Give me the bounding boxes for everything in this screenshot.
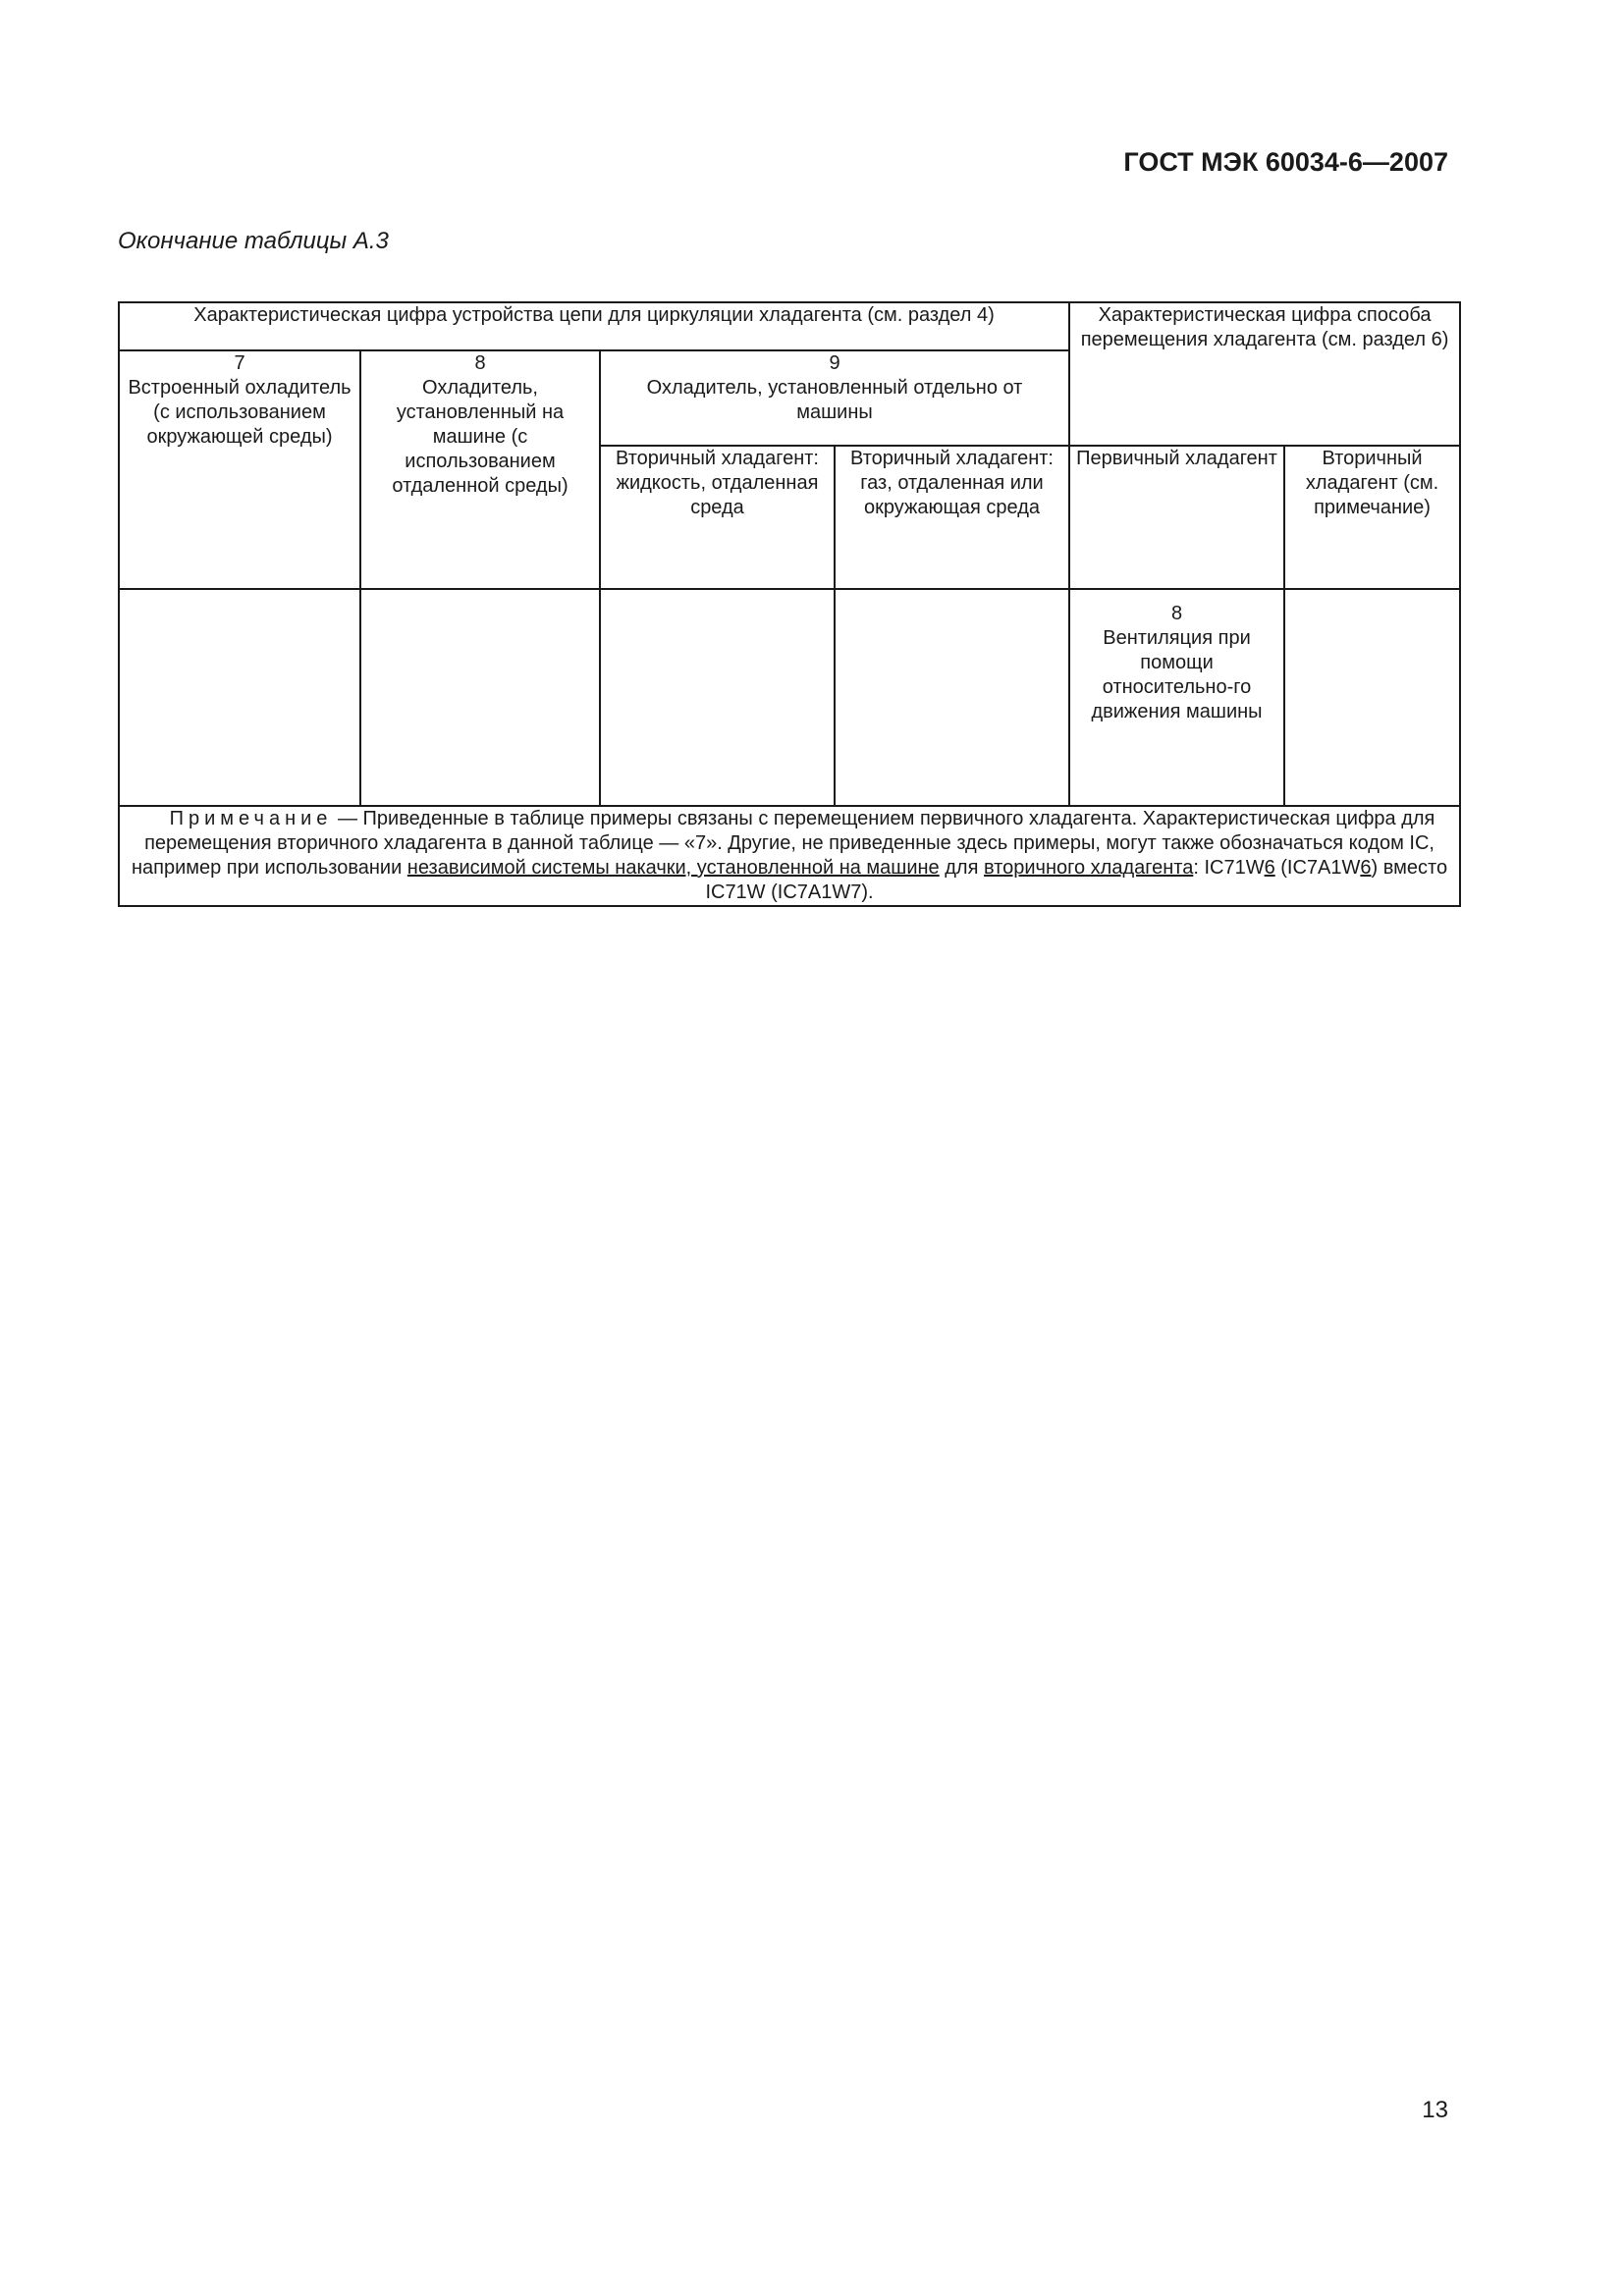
- col-7-header: [119, 350, 360, 589]
- note-underline-digit-b: 6: [1360, 857, 1372, 879]
- circuit-arrangement-header: Характеристическая цифра устройства цепи для циркуляции хладагента (см. раздел 4): [119, 302, 1069, 350]
- note-text-5: ) вместо IC71W (IC7A1W7).: [705, 857, 1448, 903]
- body-cell-primary: [1069, 589, 1284, 806]
- note-underline-system: независимой системы накачки, установленной на машине: [406, 857, 940, 879]
- page-number: 13: [1422, 2097, 1448, 2123]
- body-cell-col8: [360, 589, 600, 806]
- col-8-number: 8: [474, 352, 486, 374]
- note-label: Примечание: [169, 808, 333, 829]
- col-9-header: [600, 350, 1069, 446]
- col-9-text: Охладитель, установленный отдельно от машины: [646, 377, 1023, 423]
- note-text-3: : IC71W: [1193, 857, 1265, 879]
- primary-coolant-header: Первичный хладагент: [1069, 446, 1284, 589]
- body-cell-col9-gas: [835, 589, 1069, 806]
- table-continuation-caption: Окончание таблицы А.3: [118, 228, 389, 254]
- document-id: ГОСТ МЭК 60034-6—2007: [1123, 147, 1448, 177]
- coolant-table: [118, 301, 1461, 907]
- table-note: [119, 806, 1460, 906]
- note-underline-coolant: вторичного хладагента: [983, 857, 1194, 879]
- note-underline-digit-a: 6: [1264, 857, 1275, 879]
- movement-method-header: Характеристическая цифра способа перемещения хладагента (см. раздел 6): [1069, 302, 1460, 446]
- body-cell-col7: [119, 589, 360, 806]
- col-8-header: [360, 350, 600, 589]
- col-7-text: Встроенный охладитель (с использованием окружающей среды): [128, 377, 352, 448]
- vent-text: Вентиляция при помощи относительно-го движения машины: [1091, 627, 1263, 722]
- col-9-liquid: Вторичный хладагент: жидкость, отдаленная среда: [600, 446, 835, 589]
- col-7-number: 7: [234, 352, 245, 374]
- col-8-text: Охладитель, установленный на машине (с использованием отдаленной среды): [392, 377, 568, 497]
- note-text-2: для: [939, 857, 984, 879]
- body-cell-secondary: [1284, 589, 1460, 806]
- secondary-coolant-header: Вторичный хладагент (см. примечание): [1284, 446, 1460, 589]
- col-9-gas: Вторичный хладагент: газ, отдаленная или окружающая среда: [835, 446, 1069, 589]
- note-text-1: — Приведенные в таблице примеры связаны с перемещением первичного хладагента. Характеристическая цифра для перемещения вторичного хладагента в данной таблице — «7». Другие, не приведенные здесь примеры, могут также обозначаться кодом IC, например при использовании: [131, 808, 1435, 879]
- note-text-4: (IC7A1W: [1274, 857, 1361, 879]
- col-9-number: 9: [829, 352, 840, 374]
- vent-number: 8: [1170, 603, 1183, 624]
- body-cell-col9-liquid: [600, 589, 835, 806]
